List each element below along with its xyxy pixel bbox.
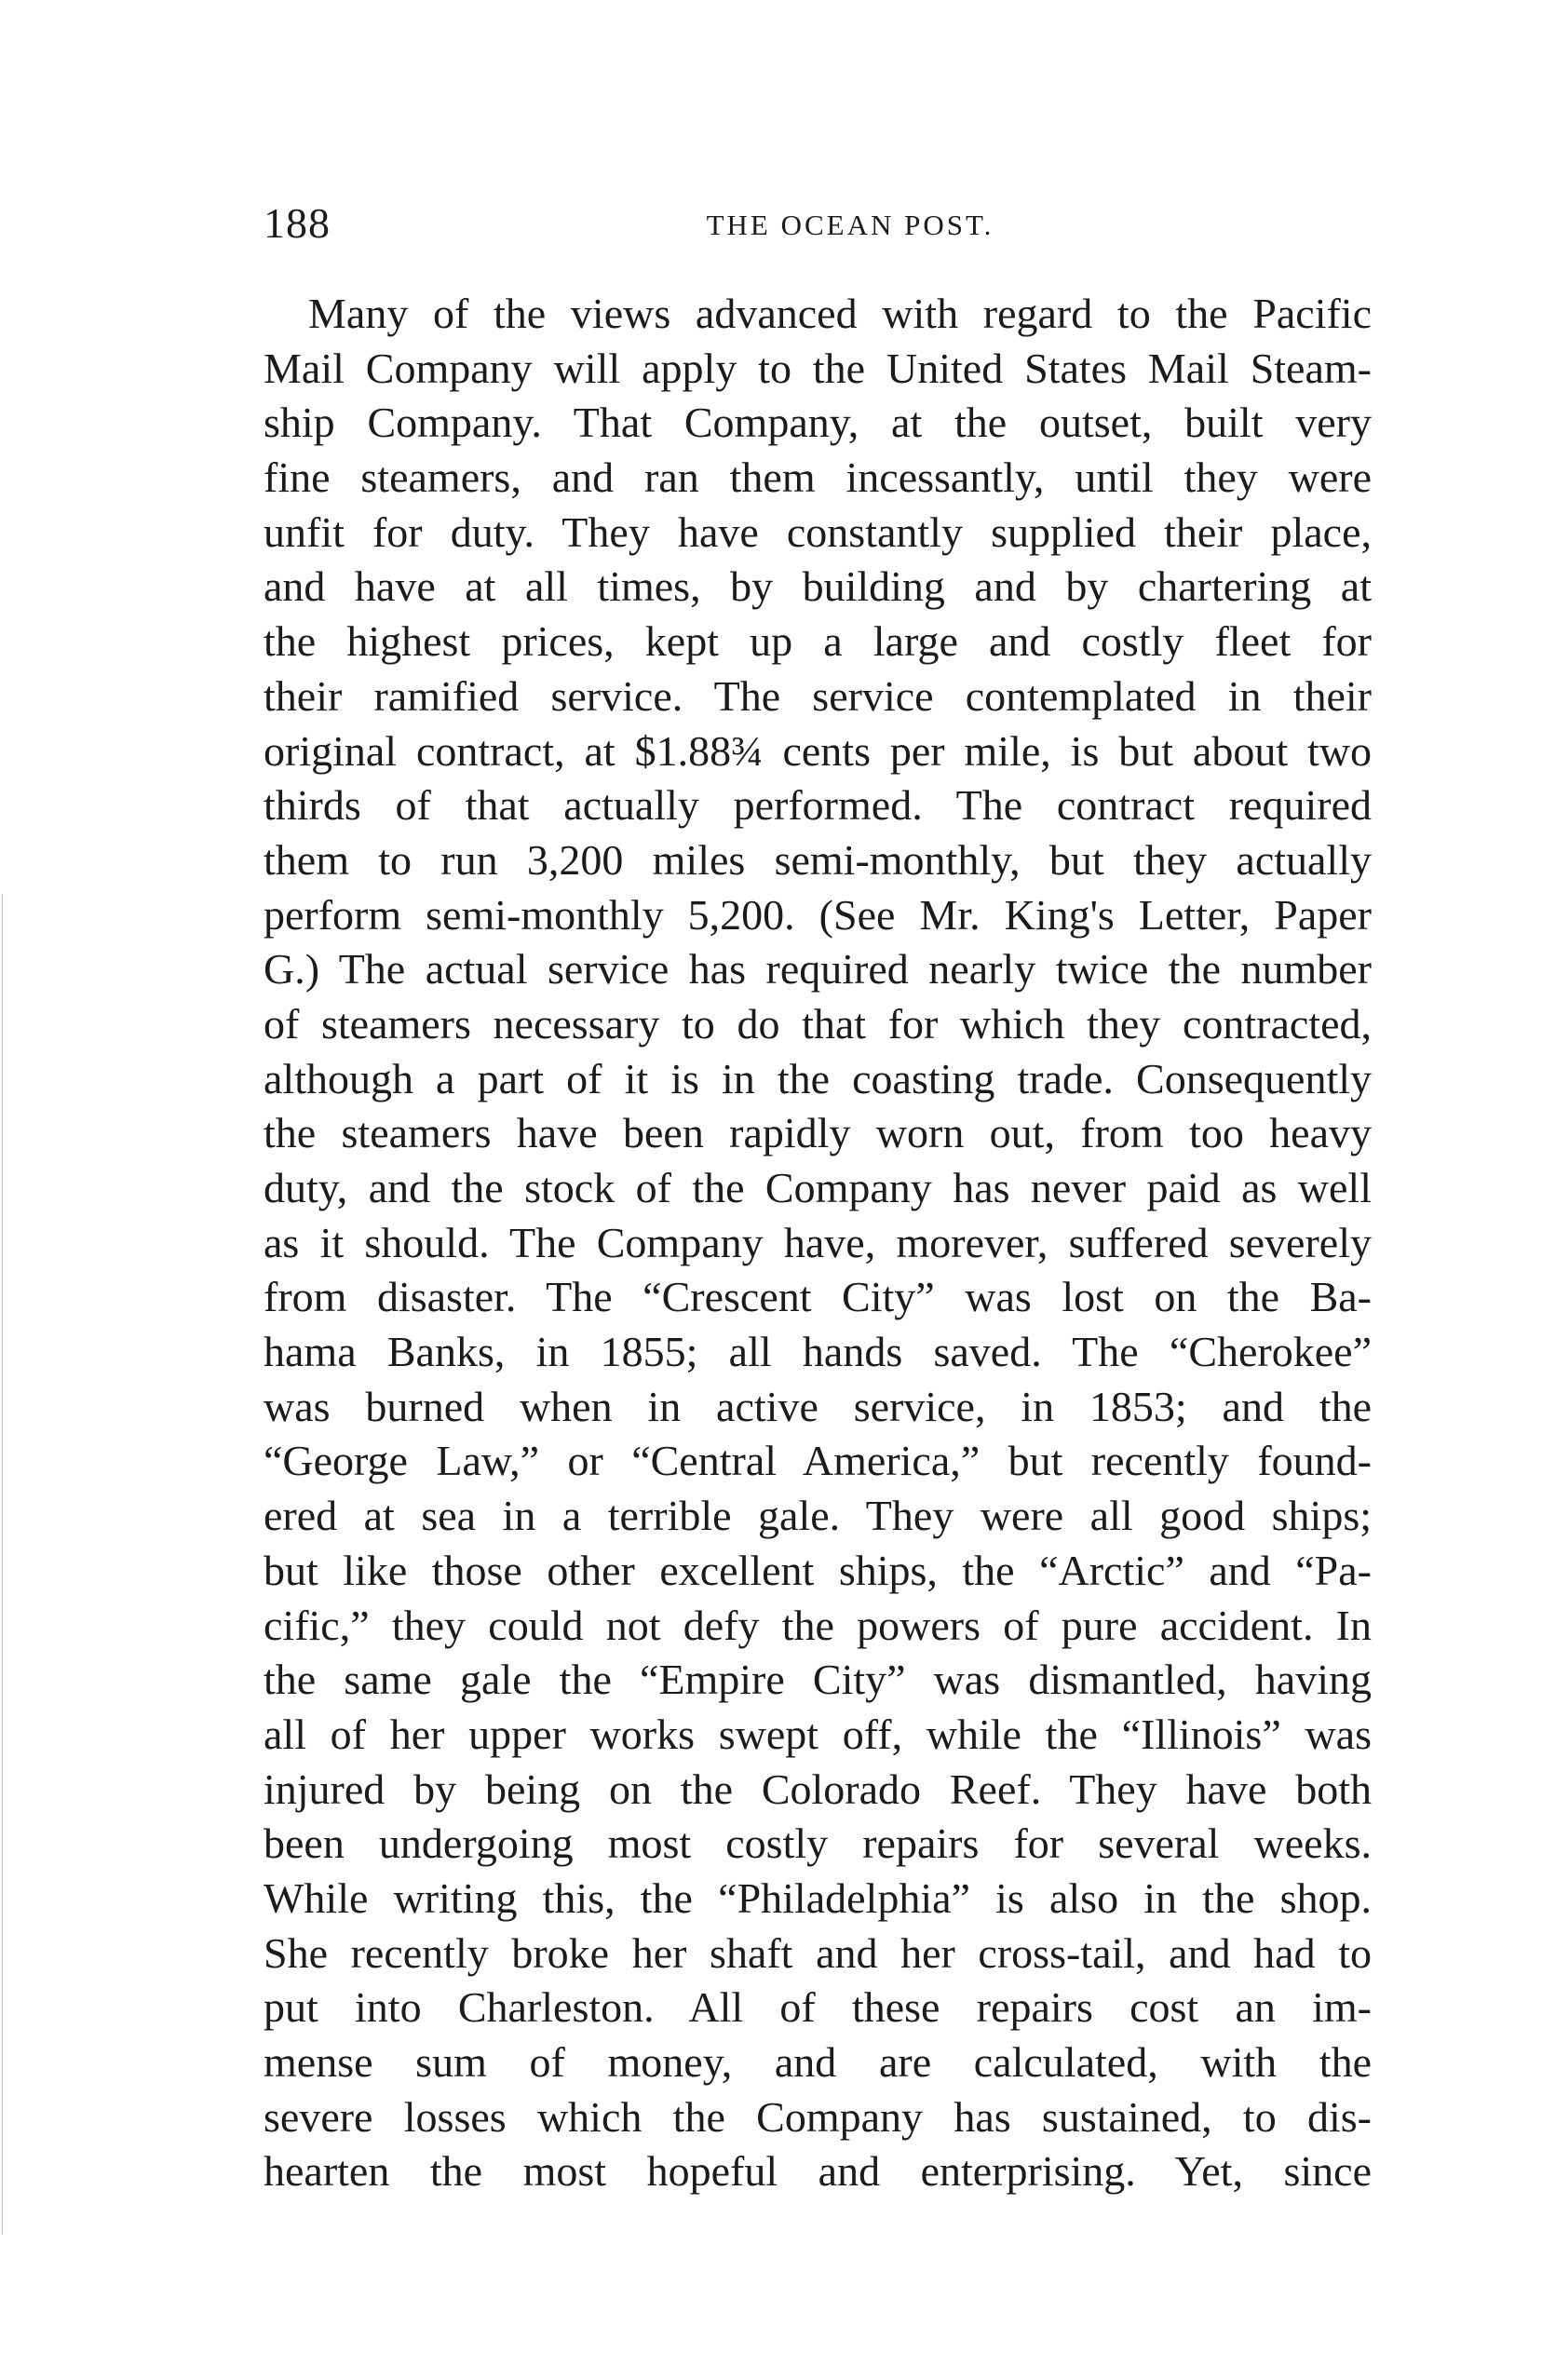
text-line: G.) The actual service has required nearly twice the number bbox=[264, 945, 1372, 994]
text-line: unfit for duty. They have constantly supplied their place, bbox=[264, 507, 1372, 556]
text-line: the highest prices, kept up a large and costly fleet for bbox=[264, 617, 1372, 666]
text-line: the steamers have been rapidly worn out, from too heavy bbox=[264, 1109, 1372, 1157]
text-line: all of her upper works swept off, while the “Illinois” was bbox=[264, 1710, 1372, 1758]
text-line: them to run 3,200 miles semi-monthly, but they actually bbox=[264, 835, 1372, 884]
text-line: ship Company. That Company, at the outset, built very bbox=[264, 399, 1372, 447]
text-line: severe losses which the Company has sustained, to dis- bbox=[264, 2092, 1372, 2141]
text-line: put into Charleston. All of these repairs cost an im- bbox=[264, 1983, 1372, 2032]
text-line: hearten the most hopeful and enterprising. Yet, since bbox=[264, 2147, 1372, 2196]
text-line: hama Banks, in 1855; all hands saved. The “Cherokee” bbox=[264, 1328, 1372, 1376]
text-line: Many of the views advanced with regard to the Pacific bbox=[308, 290, 1372, 337]
body-text bbox=[264, 287, 1372, 2199]
running-head: THE OCEAN POST. bbox=[706, 209, 994, 241]
text-line: ered at sea in a terrible gale. They were all good ships; bbox=[264, 1492, 1372, 1540]
text-line: original contract, at $1.88¾ cents per mile, is but about two bbox=[264, 726, 1372, 775]
text-line: thirds of that actually performed. The contract required bbox=[264, 781, 1372, 830]
page-edge-shadow bbox=[2, 894, 3, 2235]
text-line: cific,” they could not defy the powers of pure accident. In bbox=[264, 1601, 1372, 1649]
text-line: the same gale the “Empire City” was dismantled, having bbox=[264, 1656, 1372, 1704]
text-line: injured by being on the Colorado Reef. They have both bbox=[264, 1765, 1372, 1813]
text-line: but like those other excellent ships, the “Arctic” and “Pa- bbox=[264, 1546, 1372, 1594]
page-number: 188 bbox=[264, 199, 331, 247]
text-line: been undergoing most costly repairs for several weeks. bbox=[264, 1819, 1372, 1868]
text-line: “George Law,” or “Central America,” but recently found- bbox=[264, 1437, 1372, 1485]
page-header bbox=[264, 186, 1372, 251]
text-line: as it should. The Company have, morever, suffered severely bbox=[264, 1218, 1372, 1266]
text-line: fine steamers, and ran them incessantly, until they were bbox=[264, 453, 1372, 502]
text-line: and have at all times, by building and by chartering at bbox=[264, 562, 1372, 611]
text-line: from disaster. The “Crescent City” was lost on the Ba- bbox=[264, 1273, 1372, 1321]
text-line: their ramified service. The service contemplated in their bbox=[264, 671, 1372, 720]
text-line: While writing this, the “Philadelphia” is also in the shop. bbox=[264, 1873, 1372, 1922]
text-line: was burned when in active service, in 1853; and the bbox=[264, 1382, 1372, 1430]
text-line: She recently broke her shaft and her cross-tail, and had to bbox=[264, 1928, 1372, 1977]
text-line: duty, and the stock of the Company has never paid as well bbox=[264, 1164, 1372, 1211]
text-line: of steamers necessary to do that for which they contracted, bbox=[264, 999, 1372, 1048]
text-line: mense sum of money, and are calculated, with the bbox=[264, 2038, 1372, 2086]
text-line: Mail Company will apply to the United States Mail Steam- bbox=[264, 344, 1372, 392]
text-line: perform semi-monthly 5,200. (See Mr. King's Letter, Paper bbox=[264, 890, 1372, 939]
text-line: although a part of it is in the coasting trade. Consequently bbox=[264, 1054, 1372, 1102]
